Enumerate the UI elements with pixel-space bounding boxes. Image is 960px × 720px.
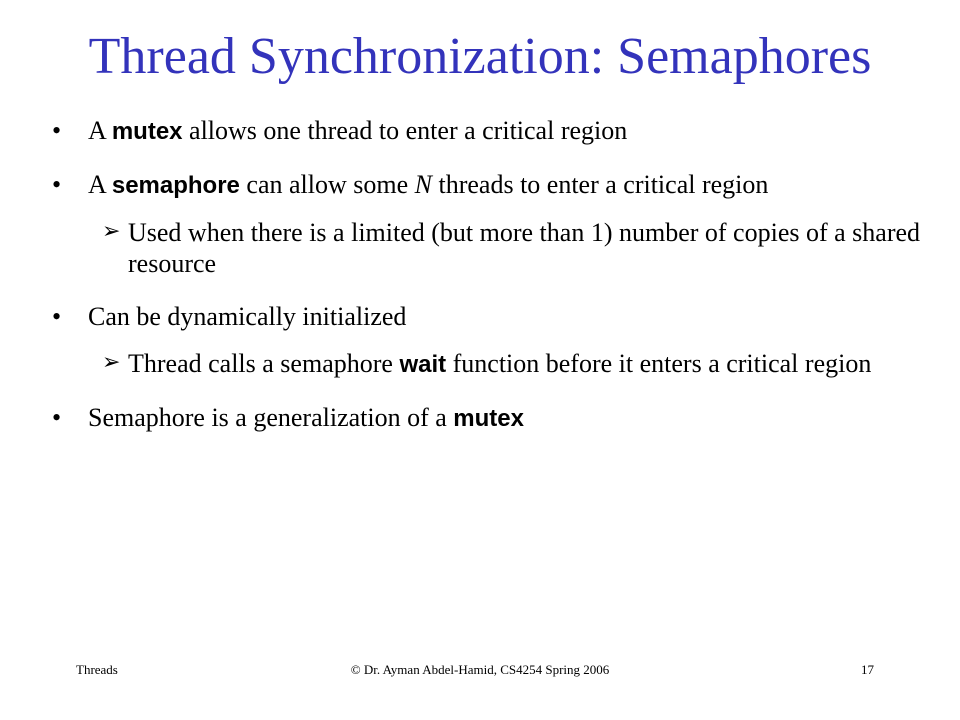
bullet-dot-icon: • (52, 402, 62, 432)
slide-title: Thread Synchronization: Semaphores (88, 28, 872, 85)
bullet-text-post: threads to enter a critical region (431, 169, 769, 199)
bullet-dynamic-init (52, 301, 932, 332)
bullet-dot-icon: • (52, 116, 62, 145)
subbullet-shared-resource (52, 217, 932, 279)
footer-page-number: 17 (861, 662, 874, 677)
bullet-text-post: allows one thread to enter a critical region (182, 116, 628, 145)
slide-content (52, 115, 932, 456)
bullet-dot-icon: • (52, 301, 62, 331)
keyword-mutex: mutex (111, 118, 183, 145)
keyword-semaphore: semaphore (111, 171, 240, 199)
bullet-text-pre: A (88, 116, 112, 145)
bullet-dot-icon: • (52, 169, 62, 199)
bullet-text-mid: can allow some (239, 169, 415, 199)
subbullet-wait (52, 348, 932, 380)
bullet-generalization (52, 402, 932, 434)
arrow-bullet-icon: ➢ (102, 350, 121, 376)
keyword-wait: wait (399, 351, 447, 379)
footer-copyright: © Dr. Ayman Abdel-Hamid, CS4254 Spring 2006 (350, 662, 610, 677)
subbullet-text-pre: Thread calls a semaphore (128, 349, 400, 379)
bullet-text-pre: Semaphore is a generalization of a (88, 402, 454, 432)
bullet-mutex (52, 115, 932, 147)
variable-n: N (414, 169, 432, 199)
subbullet-text-post: function before it enters a critical region (446, 349, 872, 379)
footer-section: Threads (76, 662, 118, 677)
subbullet-text: Used when there is a limited (but more than 1) number of copies of a shared resource (128, 217, 921, 278)
bullet-text-pre: A (88, 169, 112, 199)
keyword-mutex: mutex (453, 404, 524, 432)
arrow-bullet-icon: ➢ (102, 218, 121, 244)
bullet-semaphore (52, 169, 932, 201)
bullet-text: Can be dynamically initialized (88, 301, 407, 331)
